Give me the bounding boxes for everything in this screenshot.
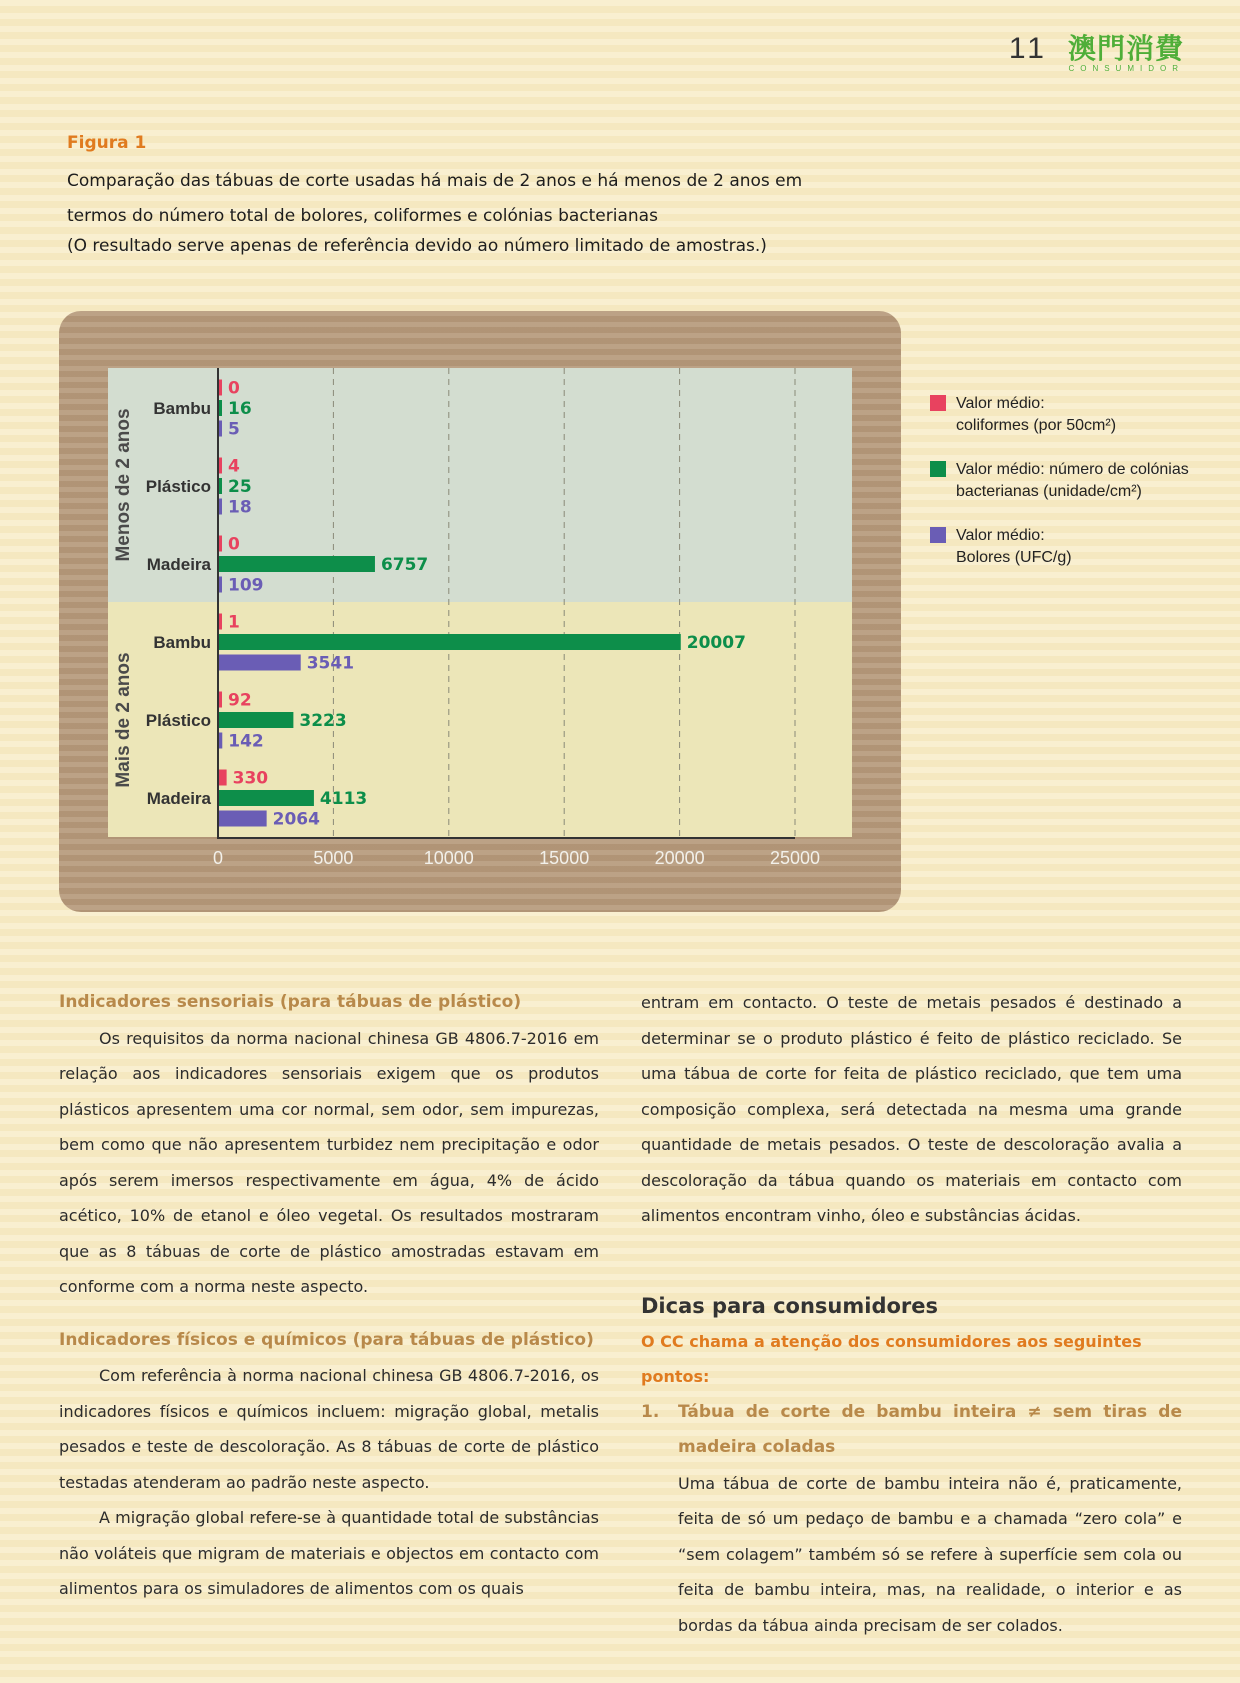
- group-label: Mais de 2 anos: [113, 652, 134, 788]
- bar-value-label: 2064: [272, 809, 320, 830]
- consumidor-logo: [1068, 32, 1184, 73]
- category-label: Bambu: [153, 399, 211, 418]
- paragraph-migracao: A migração global refere-se à quantidade total de substâncias não voláteis que migram de materiais e objectos em contacto com alimentos para os simuladores de alimentos com os quais: [59, 1508, 599, 1598]
- legend-swatch-bolores: [930, 527, 946, 543]
- bar: [219, 421, 222, 437]
- bar-chart: [59, 311, 901, 912]
- tip-title: Tábua de corte de bambu inteira ≠ sem tiras de madeira coladas: [678, 1401, 1182, 1457]
- legend-label-colonias: Valor médio: número de colónias bacterianas (unidade/cm²): [956, 461, 1189, 500]
- x-tick-label: 0: [212, 848, 224, 868]
- bar: [219, 400, 222, 416]
- bar: [219, 692, 222, 708]
- bar: [219, 733, 222, 749]
- category-label: Bambu: [153, 633, 211, 652]
- bar: [219, 770, 227, 786]
- paragraph-fisicos-quimicos: Com referência à norma nacional chinesa GB 4806.7-2016, os indicadores físicos e químicos incluem: migração global, metalis pesados e teste de descoloração. As 8 tábuas de corte de plástico testadas atenderam ao padrão neste aspecto.: [59, 1366, 599, 1492]
- x-tick-label: 10000: [423, 848, 474, 868]
- bar: [219, 380, 222, 396]
- bar-value-label: 6757: [380, 555, 429, 575]
- legend-item-coliformes: [930, 393, 1210, 437]
- logo-english-text: CONSUMIDOR: [1068, 64, 1184, 73]
- bar-value-label: 3541: [306, 653, 355, 674]
- legend-swatch-coliformes: [930, 395, 946, 411]
- bar: [219, 536, 222, 552]
- legend-label-bolores: Valor médio: Bolores (UFC/g): [956, 527, 1072, 566]
- chart-legend: [930, 393, 1210, 591]
- bar-value-label: 16: [228, 399, 252, 419]
- bar-value-label: 25: [228, 477, 252, 497]
- bar-value-label: 5: [228, 419, 240, 440]
- tip-body: Uma tábua de corte de bambu inteira não é, praticamente, feita de só um pedaço de bambu e a chamada “zero cola” e “sem colagem” também só se refere à superfície sem cola ou feita de bambu inteira, mas, na realidade, o interior e as bordas da tábua ainda precisam de ser colados.: [678, 1473, 1182, 1635]
- bar: [219, 478, 222, 494]
- page-header: [1009, 32, 1184, 73]
- paragraph-metais-pesados: entram em contacto. O teste de metais pesados é destinado a determinar se o produto plástico é feito de plástico reciclado. Se uma tábua de corte for feita de plástico reciclado, que tem uma composição complexa, será detectada na mesma uma grande quantidade de metais pesados. O teste de descoloração avalia a descoloração da tábua quando os materiais em contacto com alimentos encontram vinho, óleo e substâncias ácidas.: [641, 993, 1182, 1225]
- bar: [219, 499, 222, 515]
- x-tick-label: 20000: [654, 848, 705, 868]
- bar-value-label: 330: [232, 768, 269, 789]
- x-tick-label: 15000: [539, 848, 590, 868]
- left-column: [59, 985, 599, 1607]
- bar: [219, 712, 293, 728]
- bar: [219, 458, 222, 474]
- bar-value-label: 4: [228, 456, 240, 477]
- bar-value-label: 1: [228, 612, 240, 633]
- bar: [219, 577, 222, 593]
- right-column: [641, 985, 1182, 1643]
- dicas-intro: O CC chama a atenção dos consumidores aos seguintes pontos:: [641, 1331, 1142, 1386]
- figure-label: Figura 1: [67, 133, 147, 153]
- bar: [219, 614, 222, 630]
- bar-value-label: 20007: [686, 633, 746, 653]
- bar: [219, 790, 314, 806]
- category-label: Plástico: [145, 711, 211, 730]
- page-number: 11: [1008, 32, 1048, 65]
- category-label: Plástico: [145, 477, 211, 496]
- legend-swatch-colonias: [930, 461, 946, 477]
- category-label: Madeira: [146, 555, 211, 574]
- category-label: Madeira: [146, 789, 211, 808]
- tip-item: [641, 1395, 1182, 1644]
- bar: [219, 655, 301, 671]
- bar-value-label: 92: [228, 690, 252, 711]
- bar-value-label: 18: [228, 497, 252, 518]
- bar-value-label: 0: [228, 378, 240, 399]
- legend-label-coliformes: Valor médio: coliformes (por 50cm²): [956, 395, 1117, 434]
- logo-chinese-text: 澳門消費: [1067, 32, 1184, 65]
- bar-value-label: 0: [228, 534, 240, 555]
- heading-fisicos-quimicos: Indicadores físicos e químicos (para tábuas de plástico): [59, 1329, 594, 1350]
- legend-item-bolores: [930, 525, 1210, 569]
- bar-value-label: 4113: [319, 789, 368, 809]
- bar: [219, 811, 267, 827]
- bar: [219, 634, 681, 650]
- bar-value-label: 3223: [299, 711, 347, 731]
- figure-note: (O resultado serve apenas de referência devido ao número limitado de amostras.): [67, 236, 767, 256]
- bar-value-label: 142: [228, 731, 264, 752]
- bar-value-label: 109: [228, 575, 264, 596]
- figure-caption: Comparação das tábuas de corte usadas há mais de 2 anos e há menos de 2 anos em termos do número total de bolores, coliformes e colónias bacterianas: [67, 171, 803, 226]
- heading-sensoriais: Indicadores sensoriais (para tábuas de plástico): [59, 992, 522, 1012]
- group-label: Menos de 2 anos: [113, 408, 134, 562]
- legend-item-colonias: [930, 459, 1210, 503]
- paragraph-sensoriais: Os requisitos da norma nacional chinesa GB 4806.7-2016 em relação aos indicadores sensoriais exigem que os produtos plásticos apresentem uma cor normal, sem odor, sem impurezas, bem como que não apresentem turbidez nem precipitação e odor após serem imersos respectivamente em água, 4% de ácido acético, 10% de etanol e óleo vegetal. Os resultados mostraram que as 8 tábuas de corte de plástico amostradas estavam em conforme com a norma neste aspecto.: [59, 1028, 599, 1296]
- heading-dicas: Dicas para consumidores: [641, 1293, 939, 1318]
- tip-number: 1.: [641, 1401, 660, 1422]
- bar: [219, 556, 375, 572]
- x-tick-label: 5000: [313, 848, 354, 868]
- x-tick-label: 25000: [769, 848, 821, 868]
